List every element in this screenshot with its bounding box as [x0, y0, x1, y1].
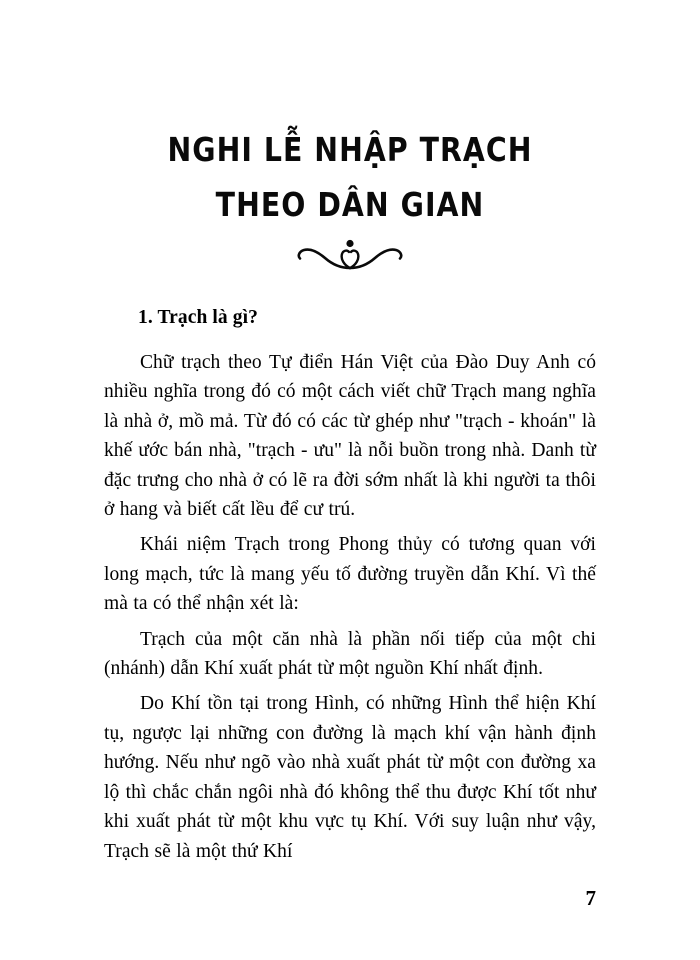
title-line-secondary: THEO DÂN GIAN [215, 185, 485, 224]
section-heading: 1. Trạch là gì? [138, 307, 258, 328]
body-text-column [104, 303, 596, 866]
page-number: 7 [585, 886, 596, 910]
title-line-primary: NGHI LỄ NHẬP TRẠCH [167, 130, 533, 169]
body-paragraph: Trạch của một căn nhà là phần nối tiếp của một chi (nhánh) dẫn Khí xuất phát từ một nguồn Khí nhất định. [104, 628, 596, 680]
decorative-flourish-icon [0, 234, 700, 278]
body-paragraph: Khái niệm Trạch trong Phong thủy có tương quan với long mạch, tức là mang yếu tố đường truyền dẫn Khí. Vì thế mà ta có thể nhận xét là: [104, 534, 596, 615]
body-paragraph: Chữ trạch theo Tự điển Hán Việt của Đào Duy Anh có nhiều nghĩa trong đó có một cách viết chữ Trạch mang nghĩa là nhà ở, mồ mả. Từ đó có các từ ghép như "trạch - khoán" là khế ước bán nhà, "trạch - ưu" là nỗi buồn trong nhà. Danh từ đặc trưng cho nhà ở có lẽ ra đời sớm nhất là khi người ta thôi ở hang và biết cất lều để cư trú. [104, 352, 596, 521]
page-title [0, 128, 700, 227]
body-paragraph: Do Khí tồn tại trong Hình, có những Hình thể hiện Khí tụ, ngược lại những con đường là mạch khí vận hành định hướng. Nếu như ngõ vào nhà xuất phát từ một con đường xa lộ thì chắc chắn ngôi nhà đó không thể thu được Khí tốt như khi xuất phát từ một khu vực tụ Khí. Với suy luận như vậy, Trạch sẽ là một thứ Khí [104, 693, 596, 862]
